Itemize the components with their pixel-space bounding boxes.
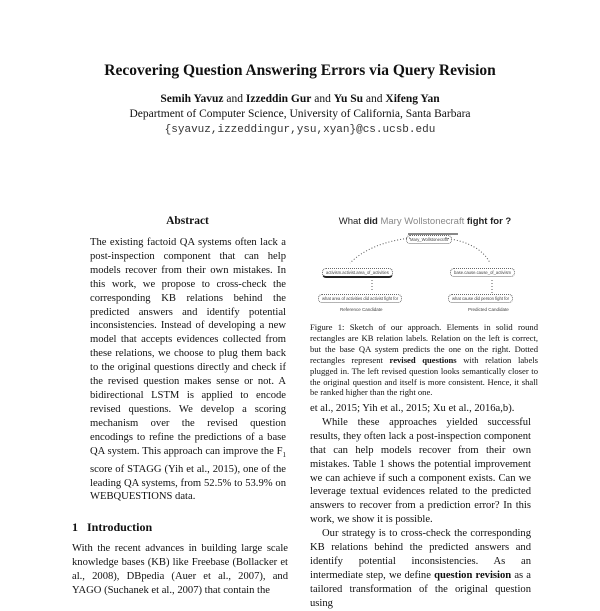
label-left: Reference Candidate xyxy=(340,307,383,312)
email: {syavuz,izzeddingur,ysu,xyan}@cs.ucsb.edu xyxy=(164,124,436,136)
author: Izzeddin Gur xyxy=(245,93,312,105)
revised-question-right: what cause did person fight for xyxy=(448,294,513,303)
author: Semih Yavuz xyxy=(160,93,224,105)
entity-box: Mary_Wollstonecraft xyxy=(406,235,452,244)
right-column-text xyxy=(310,402,531,611)
relation-left: activism.activist.area_of_activities xyxy=(322,268,393,278)
author-sep: and xyxy=(314,93,331,105)
relation-right: base.cause.cause_of_activism xyxy=(450,268,515,277)
label-right: Predicted Candidate xyxy=(468,307,509,312)
paragraph: et al., 2015; Yih et al., 2015; Xu et al., 2016a,b). xyxy=(310,403,515,414)
figure-caption: Figure 1: Sketch of our approach. Elements in solid round rectangles are KB relation labels. Relation on the left is correct, but the base QA system predicts the one on the right. Dotted rectangles represent revised questions with relation labels plugged in. The left revised question looks semantically closer to the original question and itself is more consistent. Hence, it shall be ranked higher than the right one. xyxy=(310,322,538,398)
paragraph: Our strategy is to cross-check the corresponding KB relations behind the predicted answers and identify potential inconsistencies. As an intermediate step, we define question revision as a tailored transformation of the original question using xyxy=(310,528,532,609)
author-sep: and xyxy=(226,93,243,105)
figure-1 xyxy=(310,208,540,318)
section-heading: 1 Introduction xyxy=(72,520,153,534)
author-sep: and xyxy=(365,93,383,105)
author: Yu Su xyxy=(333,93,364,105)
paper-title: Recovering Question Answering Errors via Query Revision xyxy=(104,62,496,79)
intro-text: With the recent advances in building large scale knowledge bases (KB) like Freebase (Bollacker et al., 2008), DBpedia (Auer et al., 2007), and YAGO (Suchanek et al., 2007) that contain the xyxy=(72,543,288,596)
author-list xyxy=(0,93,600,105)
figure-question: What did Mary Wollstonecraft fight for ? xyxy=(338,216,512,227)
abstract-heading: Abstract xyxy=(166,215,209,227)
abstract-text: The existing factoid QA systems often lack a post-inspection component that can help models recover from their own mistakes. In this work, we propose to cross-check the corresponding KB relations behind the predicted answers and identify potential inconsistencies. Instead of developing a new model that accepts evidences collected from these relations, we choose to plug them back to the original questions directly and check if the revised question makes sense or not. A bidirectional LSTM is applied to encode revised questions. We develop a scoring mechanism over the revised question encodings to refine the predictions of a base QA system. This approach can improve the $F_1$ score of STAGG (Yih et al., 2015), one of the leading QA systems, from 52.5% to 53.9% on WEBQUESTIONS data. xyxy=(90,237,286,503)
revised-question-left: what area of activities did activist fight for xyxy=(318,294,402,303)
affiliation: Department of Computer Science, University of California, Santa Barbara xyxy=(129,108,471,120)
author: Xifeng Yan xyxy=(385,93,440,105)
paragraph: While these approaches yielded successful results, they often lack a post-inspection component that can help models recover from their own mistakes. Table 1 shows the potential improvement we can achieve if such a component exists. Can we leverage textual evidences related to the predicted answers to recover from a prediction error? In this work, we show it is possible. xyxy=(310,416,531,526)
